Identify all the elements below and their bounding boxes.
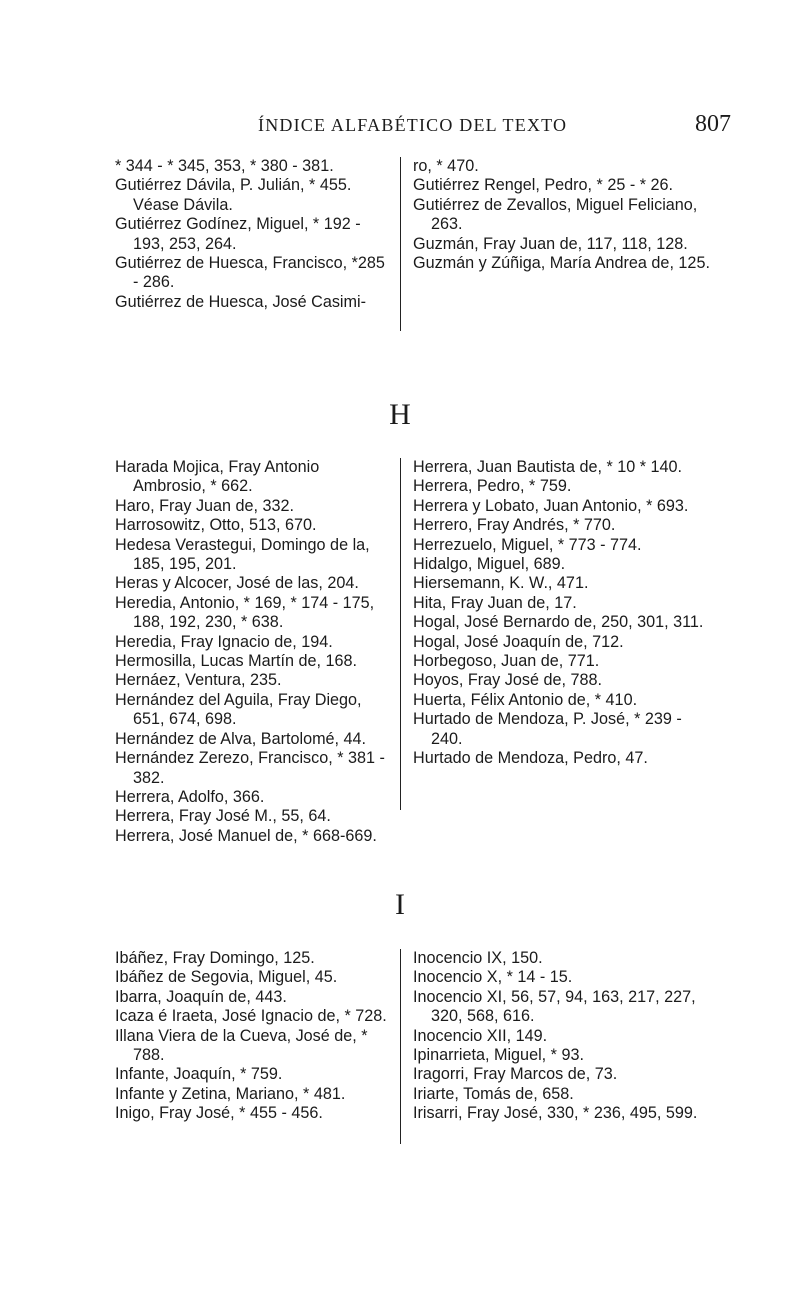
right-column (400, 157, 713, 331)
index-entry: Gutiérrez de Huesca, José Casimi- (115, 292, 366, 311)
running-title: ÍNDICE ALFABÉTICO DEL TEXTO (258, 115, 568, 135)
letter-heading-i: I (395, 888, 405, 921)
index-entry: Gutiérrez Rengel, Pedro, * 25 - * 26. (413, 176, 674, 195)
index-entry: Herrera y Lobato, Juan Antonio, * 693. (413, 496, 689, 515)
page-header (0, 113, 800, 139)
index-entry: Gutiérrez de Huesca, Francisco, *285 - 286. (115, 254, 385, 292)
index-entry: Herrera, Pedro, * 759. (413, 477, 572, 496)
index-entry: Ibáñez de Segovia, Miguel, 45. (115, 968, 338, 987)
index-entry: Illana Viera de la Cueva, José de, * 788. (115, 1026, 368, 1065)
index-entry: Harada Mojica, Fray Antonio Ambrosio, * 662. (115, 458, 320, 496)
index-entry: Hedesa Verastegui, Domingo de la, 185, 195, 201. (115, 535, 370, 574)
left-column (115, 157, 390, 312)
index-entry: Gutiérrez Dávila, P. Julián, * 455. Véase Dávila. (115, 176, 352, 214)
index-entry: Herrera, Juan Bautista de, * 10 * 140. (413, 458, 683, 476)
index-entry: Herrera, José Manuel de, * 668-669. (115, 826, 377, 845)
index-entry: Hermosilla, Lucas Martín de, 168. (115, 652, 358, 671)
index-entry: Hita, Fray Juan de, 17. (413, 593, 577, 612)
index-entry: Hurtado de Mendoza, P. José, * 239 - 240. (413, 710, 682, 748)
index-entry: Gutiérrez Godínez, Miguel, * 192 - 193, 253, 264. (115, 215, 361, 253)
index-entry: Herrera, Adolfo, 366. (115, 787, 265, 806)
letter-heading-h: H (389, 398, 411, 431)
index-entry: Herrera, Fray José M., 55, 64. (115, 807, 331, 826)
index-entry: Haro, Fray Juan de, 332. (115, 496, 295, 515)
index-entry: Heredia, Fray Ignacio de, 194. (115, 632, 333, 651)
index-entry: Icaza é Iraeta, José Ignacio de, * 728. (115, 1007, 387, 1026)
page-number: 807 (695, 111, 731, 137)
index-entry: Hernández Zerezo, Francisco, * 381 - 382. (115, 749, 385, 787)
index-entry: ro, * 470. (413, 157, 479, 175)
index-entry: Guzmán y Zúñiga, María Andrea de, 125. (413, 254, 710, 273)
right-column (400, 949, 713, 1144)
index-entry: Herrero, Fray Andrés, * 770. (413, 516, 616, 535)
index-entry: Hogal, José Joaquín de, 712. (413, 632, 624, 651)
index-entry: Huerta, Félix Antonio de, * 410. (413, 690, 638, 709)
index-entry: Hernández de Alva, Bartolomé, 44. (115, 729, 367, 748)
left-column (115, 949, 390, 1124)
index-entry: Inocencio XI, 56, 57, 94, 163, 217, 227, 320, 568, 616. (413, 987, 696, 1026)
index-entry: Hidalgo, Miguel, 689. (413, 555, 566, 574)
index-entry: Guzmán, Fray Juan de, 117, 118, 128. (413, 234, 688, 253)
right-column (400, 458, 713, 810)
section-g-continued (0, 157, 800, 337)
index-entry: Inocencio XII, 149. (413, 1026, 548, 1045)
index-entry: Heras y Alcocer, José de las, 204. (115, 574, 359, 593)
index-entry: * 344 - * 345, 353, * 380 - 381. (115, 157, 334, 175)
index-entry: Inocencio IX, 150. (413, 949, 543, 967)
index-entry: Hiersemann, K. W., 471. (413, 574, 589, 593)
index-entry: Inigo, Fray José, * 455 - 456. (115, 1104, 323, 1123)
left-column (115, 458, 390, 846)
index-entry: Ipinarrieta, Miguel, * 93. (413, 1046, 584, 1065)
index-entry: Infante y Zetina, Mariano, * 481. (115, 1084, 346, 1103)
index-entry: Gutiérrez de Zevallos, Miguel Feliciano, 263. (413, 195, 698, 234)
index-entry: Horbegoso, Juan de, 771. (413, 652, 600, 671)
index-entry: Hoyos, Fray José de, 788. (413, 671, 602, 690)
index-entry: Iragorri, Fray Marcos de, 73. (413, 1065, 618, 1084)
index-entry: Ibarra, Joaquín de, 443. (115, 987, 287, 1006)
index-entry: Heredia, Antonio, * 169, * 174 - 175, 188, 192, 230, * 638. (115, 593, 375, 632)
index-entry: Ibáñez, Fray Domingo, 125. (115, 949, 315, 967)
index-entry: Hurtado de Mendoza, Pedro, 47. (413, 749, 648, 768)
index-entry: Harrosowitz, Otto, 513, 670. (115, 516, 317, 535)
index-entry: Iriarte, Tomás de, 658. (413, 1084, 574, 1103)
index-entry: Infante, Joaquín, * 759. (115, 1065, 283, 1084)
index-entry: Hernández del Aguila, Fray Diego, 651, 674, 698. (115, 690, 362, 729)
index-entry: Hogal, José Bernardo de, 250, 301, 311. (413, 613, 704, 632)
index-entry: Herrezuelo, Miguel, * 773 - 774. (413, 535, 642, 554)
index-entry: Inocencio X, * 14 - 15. (413, 968, 573, 987)
section-h (0, 458, 800, 845)
index-entry: Hernáez, Ventura, 235. (115, 671, 282, 690)
section-i (0, 949, 800, 1149)
index-entry: Irisarri, Fray José, 330, * 236, 495, 599. (413, 1104, 698, 1123)
